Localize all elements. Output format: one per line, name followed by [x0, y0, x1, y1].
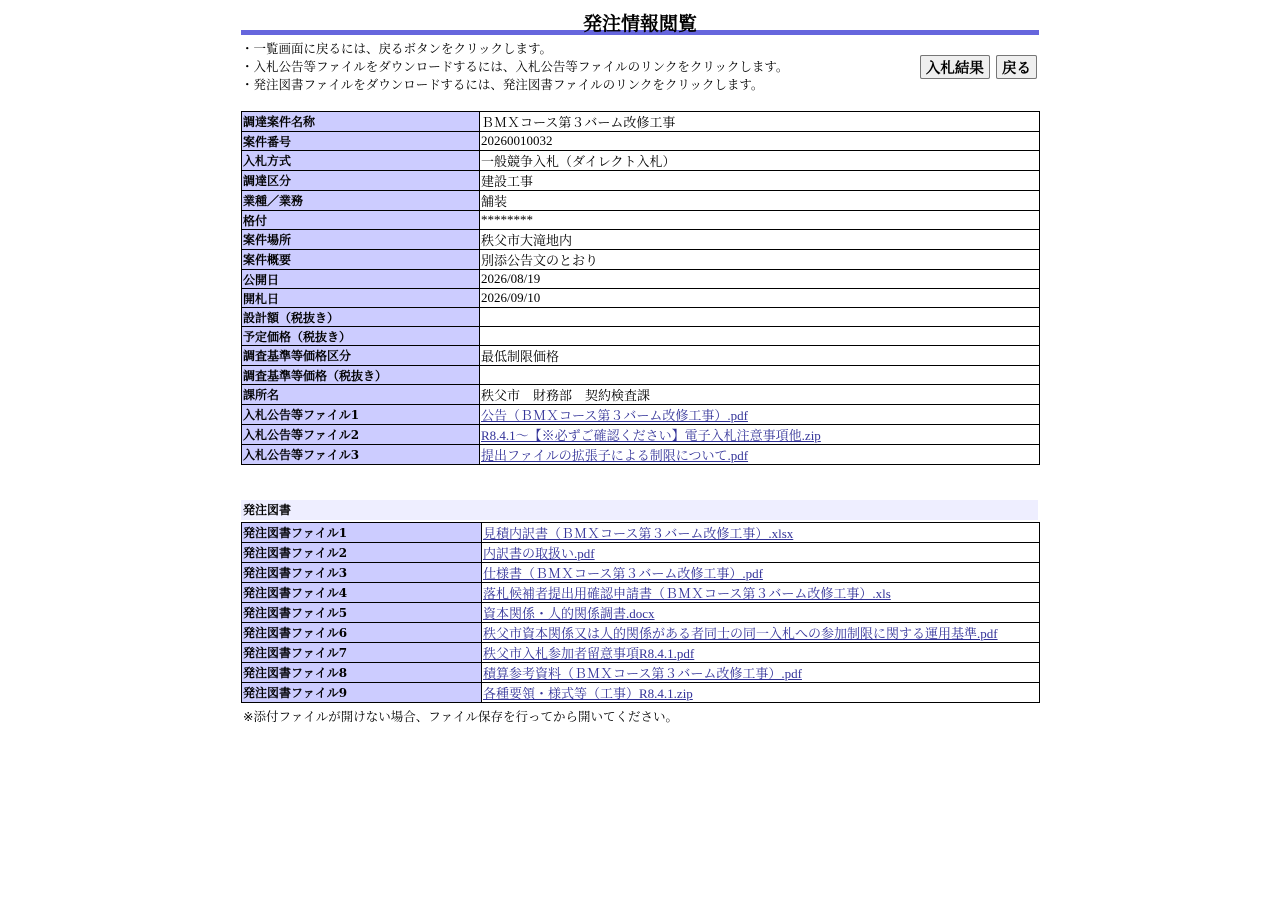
- row-value: [482, 563, 1040, 583]
- page-title: 発注情報閲覧: [582, 13, 697, 35]
- instruction-line: ・入札公告等ファイルをダウンロードするには、入札公告等ファイルのリンクをクリックします。: [241, 59, 789, 74]
- row-value: [482, 603, 1040, 623]
- row-label: 案件概要: [242, 250, 480, 270]
- row-label: 発注図書ファイル1: [242, 523, 482, 543]
- page-container: [241, 0, 1039, 725]
- info-row: [242, 151, 1040, 171]
- row-value: 2026/09/10: [480, 289, 1040, 308]
- row-value: [482, 663, 1040, 683]
- row-label: 設計額（税抜き）: [242, 308, 480, 327]
- info-row: [242, 191, 1040, 211]
- row-label: 調査基準等価格（税抜き）: [242, 366, 480, 385]
- instructions: [241, 40, 788, 94]
- notice-file-link[interactable]: R8.4.1～【※必ずご確認ください】電子入札注意事項他.zip: [481, 428, 821, 443]
- drawing-file-link[interactable]: 落札候補者提出用確認申請書（ＢＭＸコース第３バーム改修工事）.xls: [483, 586, 891, 601]
- notice-file-row: [242, 445, 1040, 465]
- drawing-file-link[interactable]: 仕様書（ＢＭＸコース第３バーム改修工事）.pdf: [483, 566, 763, 581]
- drawings-section-heading: 発注図書: [241, 500, 1038, 520]
- row-value: 20260010032: [480, 132, 1040, 151]
- row-label: 発注図書ファイル7: [242, 643, 482, 663]
- info-row: [242, 132, 1040, 151]
- info-row: [242, 308, 1040, 327]
- drawing-file-row: [242, 623, 1040, 643]
- row-label: 入札公告等ファイル2: [242, 425, 480, 445]
- row-value: 秩父市 財務部 契約検査課: [480, 385, 1040, 405]
- instruction-line: ・発注図書ファイルをダウンロードするには、発注図書ファイルのリンクをクリックします。: [241, 77, 764, 92]
- row-label: 業種／業務: [242, 191, 480, 211]
- drawing-file-link[interactable]: 見積内訳書（ＢＭＸコース第３バーム改修工事）.xlsx: [483, 526, 794, 541]
- row-value: 最低制限価格: [480, 346, 1040, 366]
- row-value: ********: [480, 211, 1040, 230]
- drawing-file-row: [242, 683, 1040, 703]
- row-label: 入札方式: [242, 151, 480, 171]
- row-value: 秩父市大滝地内: [480, 230, 1040, 250]
- row-value: 別添公告文のとおり: [480, 250, 1040, 270]
- row-label: 格付: [242, 211, 480, 230]
- attachment-note: ※添付ファイルが開けない場合、ファイル保存を行ってから開いてください。: [243, 709, 678, 724]
- case-info-table: [241, 111, 1040, 465]
- drawing-file-row: [242, 583, 1040, 603]
- row-value: 建設工事: [480, 171, 1040, 191]
- row-label: 調達区分: [242, 171, 480, 191]
- info-row: [242, 346, 1040, 366]
- row-value: [480, 327, 1040, 346]
- row-label: 調査基準等価格区分: [242, 346, 480, 366]
- row-value: [480, 308, 1040, 327]
- row-label: 案件番号: [242, 132, 480, 151]
- notice-file-link[interactable]: 公告（ＢＭＸコース第３バーム改修工事）.pdf: [481, 408, 748, 423]
- row-value: [482, 543, 1040, 563]
- row-value: [482, 683, 1040, 703]
- drawing-file-row: [242, 603, 1040, 623]
- info-row: [242, 230, 1040, 250]
- row-value: 一般競争入札（ダイレクト入札）: [480, 151, 1040, 171]
- row-value: [482, 643, 1040, 663]
- info-row: [242, 211, 1040, 230]
- row-label: 案件場所: [242, 230, 480, 250]
- row-value: [480, 445, 1040, 465]
- drawing-file-row: [242, 663, 1040, 683]
- row-value: [480, 366, 1040, 385]
- row-label: 発注図書ファイル5: [242, 603, 482, 623]
- header-area: [241, 35, 1039, 111]
- row-label: 発注図書ファイル3: [242, 563, 482, 583]
- instruction-line: ・一覧画面に戻るには、戻るボタンをクリックします。: [241, 41, 553, 56]
- row-label: 入札公告等ファイル3: [242, 445, 480, 465]
- row-value: [482, 523, 1040, 543]
- drawing-file-row: [242, 643, 1040, 663]
- row-label: 公開日: [242, 270, 480, 289]
- info-row: [242, 171, 1040, 191]
- info-row: [242, 327, 1040, 346]
- drawing-file-link[interactable]: 各種要領・様式等（工事）R8.4.1.zip: [483, 686, 693, 701]
- drawing-file-row: [242, 523, 1040, 543]
- row-label: 開札日: [242, 289, 480, 308]
- row-value: ＢＭＸコース第３バーム改修工事: [480, 112, 1040, 132]
- info-row: [242, 385, 1040, 405]
- action-buttons: [919, 55, 1037, 79]
- row-label: 発注図書ファイル2: [242, 543, 482, 563]
- drawing-file-link[interactable]: 資本関係・人的関係調書.docx: [483, 606, 655, 621]
- row-label: 予定価格（税抜き）: [242, 327, 480, 346]
- row-label: 発注図書ファイル8: [242, 663, 482, 683]
- info-row: [242, 250, 1040, 270]
- notice-file-row: [242, 425, 1040, 445]
- row-value: [480, 405, 1040, 425]
- info-row: [242, 366, 1040, 385]
- row-label: 課所名: [242, 385, 480, 405]
- row-value: [482, 583, 1040, 603]
- row-label: 調達案件名称: [242, 112, 480, 132]
- row-label: 発注図書ファイル6: [242, 623, 482, 643]
- row-value: [482, 623, 1040, 643]
- row-value: [480, 425, 1040, 445]
- drawing-file-row: [242, 563, 1040, 583]
- bid-result-button[interactable]: 入札結果: [920, 55, 990, 79]
- row-label: 発注図書ファイル9: [242, 683, 482, 703]
- row-value: 2026/08/19: [480, 270, 1040, 289]
- drawing-file-link[interactable]: 内訳書の取扱い.pdf: [483, 546, 595, 561]
- drawings-table: [241, 522, 1040, 703]
- info-row: [242, 289, 1040, 308]
- row-label: 入札公告等ファイル1: [242, 405, 480, 425]
- row-value: 舗装: [480, 191, 1040, 211]
- info-row: [242, 112, 1040, 132]
- row-label: 発注図書ファイル4: [242, 583, 482, 603]
- back-button[interactable]: 戻る: [996, 55, 1037, 79]
- drawing-file-link[interactable]: 積算参考資料（ＢＭＸコース第３バーム改修工事）.pdf: [483, 666, 802, 681]
- info-row: [242, 270, 1040, 289]
- drawing-file-row: [242, 543, 1040, 563]
- drawing-file-link[interactable]: 秩父市入札参加者留意事項R8.4.1.pdf: [483, 646, 695, 661]
- notice-file-link[interactable]: 提出ファイルの拡張子による制限について.pdf: [481, 448, 749, 463]
- notice-file-row: [242, 405, 1040, 425]
- drawing-file-link[interactable]: 秩父市資本関係又は人的関係がある者同士の同一入札への参加制限に関する運用基準.pdf: [483, 626, 998, 641]
